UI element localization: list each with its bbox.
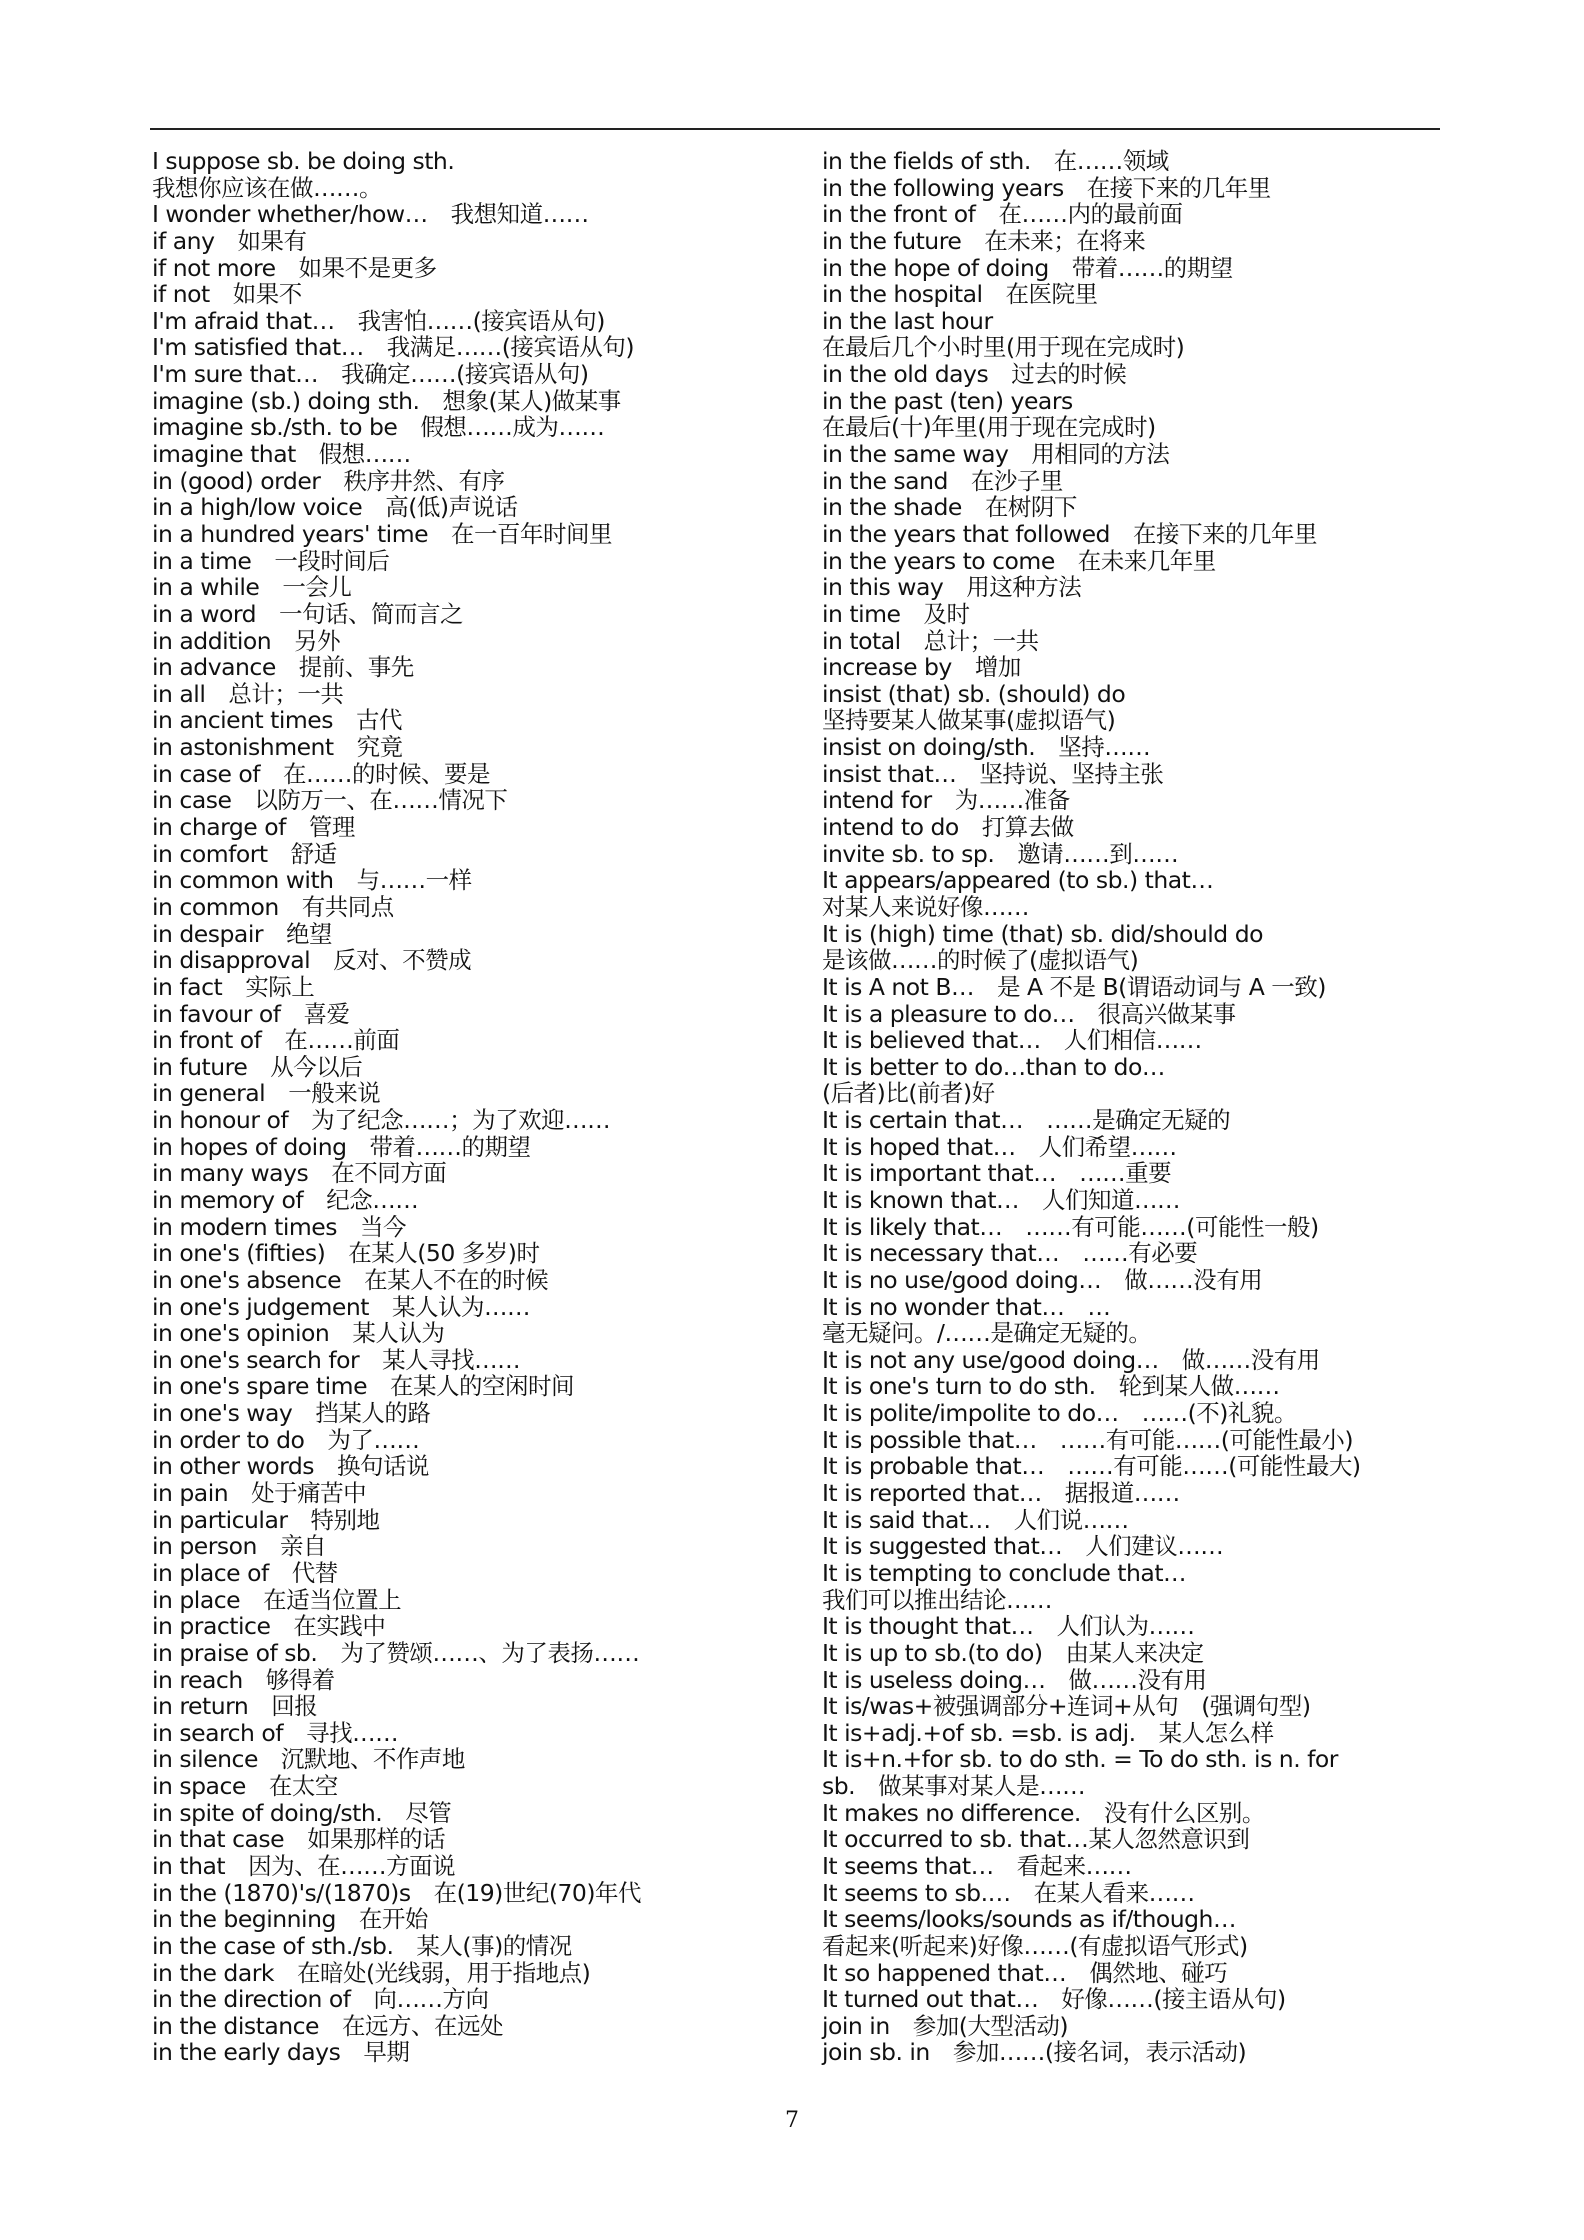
phrase-entry: in fact 实际上 (152, 972, 315, 1001)
phrase-entry: in advance 提前、事先 (152, 653, 414, 682)
phrase-entry: in disapproval 反对、不赞成 (152, 946, 472, 975)
phrase-entry: in the future 在未来；在将来 (822, 226, 1146, 255)
phrase-entry: in the past (ten) years (822, 386, 1073, 415)
phrase-entry: in the years that followed 在接下来的几年里 (822, 519, 1317, 548)
phrase-entry: in the (1870)'s/(1870)s 在(19)世纪(70)年代 (152, 1878, 642, 1907)
phrase-entry: in the same way 用相同的方法 (822, 440, 1170, 469)
phrase-entry: It is tempting to conclude that… (822, 1558, 1187, 1587)
phrase-entry: in one's search for 某人寻找…… (152, 1345, 521, 1374)
phrase-entry: in one's spare time 在某人的空闲时间 (152, 1372, 575, 1401)
phrase-entry: It is certain that… ……是确定无疑的 (822, 1106, 1231, 1135)
phrase-entry: in the case of sth./sb. 某人(事)的情况 (152, 1931, 572, 1960)
phrase-entry: It is believed that… 人们相信…… (822, 1026, 1202, 1055)
phrase-entry: It is not any use/good doing… 做……没有用 (822, 1345, 1320, 1374)
phrase-entry: It is+adj.+of sb. =sb. is adj. 某人怎么样 (822, 1718, 1274, 1747)
phrase-entry: 看起来(听起来)好像……(有虚拟语气形式) (822, 1931, 1248, 1960)
phrase-entry: 在最后(十)年里(用于现在完成时) (822, 413, 1156, 442)
phrase-entry: in that 因为、在……方面说 (152, 1852, 456, 1880)
phrase-entry: in comfort 舒适 (152, 839, 337, 868)
phrase-entry: in front of 在……前面 (152, 1026, 400, 1055)
phrase-entry: It makes no difference. 没有什么区别。 (822, 1798, 1265, 1827)
phrase-entry: in praise of sb. 为了赞颂……、为了表扬…… (152, 1638, 640, 1667)
phrase-entry: in one's opinion 某人认为 (152, 1319, 445, 1348)
phrase-entry: in addition 另外 (152, 626, 341, 655)
phrase-entry: in honour of 为了纪念……；为了欢迎…… (152, 1106, 611, 1135)
phrase-entry: in one's (fifties) 在某人(50 多岁)时 (152, 1239, 540, 1268)
phrase-entry: in modern times 当今 (152, 1212, 406, 1241)
phrase-entry: It turned out that… 好像……(接主语从句) (822, 1985, 1286, 2014)
phrase-entry: in favour of 喜爱 (152, 999, 350, 1028)
phrase-entry: in one's way 挡某人的路 (152, 1399, 431, 1428)
phrase-entry: in hopes of doing 带着……的期望 (152, 1132, 531, 1161)
header-rule (150, 128, 1440, 130)
phrase-entry: 毫无疑问。/……是确定无疑的。 (822, 1319, 1152, 1348)
phrase-entry: in many ways 在不同方面 (152, 1159, 447, 1188)
phrase-entry: I'm satisfied that… 我满足……(接宾语从句) (152, 333, 635, 362)
phrase-entry: It is+n.+for sb. to do sth. = To do sth. is n. for (822, 1745, 1338, 1774)
phrase-entry: It is suggested that… 人们建议…… (822, 1532, 1224, 1561)
phrase-entry: intend for 为……准备 (822, 786, 1070, 815)
phrase-entry: It is reported that… 据报道…… (822, 1479, 1180, 1508)
phrase-entry: I'm afraid that… 我害怕……(接宾语从句) (152, 306, 605, 335)
right-column (822, 148, 1462, 2066)
phrase-entry: in the old days 过去的时候 (822, 360, 1127, 389)
phrase-entry: It is no use/good doing… 做……没有用 (822, 1265, 1263, 1294)
phrase-entry: in a high/low voice 高(低)声说话 (152, 493, 518, 522)
phrase-entry: in general 一般来说 (152, 1079, 381, 1108)
phrase-entry: in reach 够得着 (152, 1665, 335, 1694)
phrase-entry: It is/was+被强调部分+连词+从句 (强调句型) (822, 1692, 1311, 1721)
phrase-entry: It seems that… 看起来…… (822, 1852, 1132, 1880)
phrase-entry: in the distance 在远方、在远处 (152, 2011, 504, 2040)
phrase-entry: in spite of doing/sth. 尽管 (152, 1798, 452, 1827)
phrase-entry: It is better to do…than to do… (822, 1052, 1165, 1081)
phrase-entry: in all 总计；一共 (152, 679, 344, 708)
phrase-entry: in order to do 为了…… (152, 1425, 420, 1454)
phrase-entry: It is up to sb.(to do) 由某人来决定 (822, 1638, 1204, 1667)
phrase-entry: in total 总计；一共 (822, 626, 1039, 655)
phrase-entry: 对某人来说好像…… (822, 892, 1029, 921)
phrase-entry: in common with 与……一样 (152, 866, 472, 895)
phrase-entry: I suppose sb. be doing sth. (152, 147, 455, 175)
phrase-entry: I'm sure that… 我确定……(接宾语从句) (152, 360, 589, 389)
phrase-entry: It seems/looks/sounds as if/though… (822, 1905, 1236, 1934)
phrase-entry: 我们可以推出结论…… (822, 1585, 1052, 1614)
phrase-entry: in other words 换句话说 (152, 1452, 429, 1481)
phrase-entry: increase by 增加 (822, 653, 1021, 682)
phrase-entry: imagine sb./sth. to be 假想……成为…… (152, 413, 605, 442)
phrase-entry: in a word 一句话、简而言之 (152, 599, 464, 628)
phrase-entry: in practice 在实践中 (152, 1612, 386, 1641)
phrase-entry: in common 有共同点 (152, 892, 394, 921)
phrase-entry: It is a pleasure to do… 很高兴做某事 (822, 999, 1236, 1028)
phrase-entry: in the sand 在沙子里 (822, 466, 1063, 495)
phrase-entry: It occurred to sb. that…某人忽然意识到 (822, 1825, 1250, 1854)
phrase-entry: sb. 做某事对某人是…… (822, 1772, 1086, 1801)
phrase-entry: It is one's turn to do sth. 轮到某人做…… (822, 1372, 1280, 1401)
phrase-entry: in a while 一会儿 (152, 573, 352, 602)
phrase-entry: in (good) order 秩序井然、有序 (152, 466, 505, 495)
phrase-entry: insist (that) sb. (should) do (822, 679, 1126, 708)
page-number: 7 (785, 2108, 799, 2133)
phrase-entry: It is hoped that… 人们希望…… (822, 1132, 1177, 1161)
phrase-entry: in case of 在……的时候、要是 (152, 759, 491, 788)
phrase-entry: in space 在太空 (152, 1772, 338, 1801)
phrase-entry: It is no wonder that… … (822, 1292, 1111, 1321)
phrase-entry: It appears/appeared (to sb.) that… (822, 866, 1214, 895)
phrase-entry: It so happened that… 偶然地、碰巧 (822, 1958, 1228, 1987)
phrase-entry: It is known that… 人们知道…… (822, 1185, 1181, 1214)
phrase-entry: It is possible that… ……有可能……(可能性最小) (822, 1425, 1354, 1454)
phrase-entry: in memory of 纪念…… (152, 1185, 419, 1214)
phrase-entry: in case 以防万一、在……情况下 (152, 786, 508, 815)
phrase-entry: in the years to come 在未来几年里 (822, 546, 1216, 575)
phrase-entry: in one's absence 在某人不在的时候 (152, 1265, 549, 1294)
phrase-entry: in the hope of doing 带着……的期望 (822, 253, 1233, 282)
phrase-entry: 在最后几个小时里(用于现在完成时) (822, 333, 1185, 362)
phrase-entry: It is useless doing… 做……没有用 (822, 1665, 1207, 1694)
phrase-entry: in person 亲自 (152, 1532, 326, 1561)
phrase-entry: in the hospital 在医院里 (822, 280, 1098, 309)
phrase-entry: I wonder whether/how… 我想知道…… (152, 200, 589, 229)
phrase-entry: It is polite/impolite to do… ……(不)礼貌。 (822, 1399, 1297, 1428)
phrase-entry: in a time 一段时间后 (152, 546, 390, 575)
phrase-entry: in the following years 在接下来的几年里 (822, 173, 1271, 202)
phrase-entry: in a hundred years' time 在一百年时间里 (152, 519, 613, 548)
phrase-entry: in place of 代替 (152, 1558, 338, 1587)
phrase-entry: join sb. in 参加……(接名词，表示活动) (822, 2038, 1247, 2067)
phrase-entry: if not more 如果不是更多 (152, 253, 437, 282)
phrase-entry: in the last hour (822, 306, 993, 335)
phrase-entry: It is (high) time (that) sb. did/should do (822, 919, 1263, 948)
phrase-entry: insist on doing/sth. 坚持…… (822, 733, 1151, 762)
phrase-entry: It is probable that… ……有可能……(可能性最大) (822, 1452, 1361, 1481)
phrase-entry: if not 如果不 (152, 280, 302, 309)
phrase-entry: intend to do 打算去做 (822, 813, 1074, 842)
phrase-entry: in future 从今以后 (152, 1052, 363, 1081)
phrase-entry: in the direction of 向……方向 (152, 1985, 489, 2014)
phrase-entry: in place 在适当位置上 (152, 1585, 402, 1614)
phrase-entry: in the early days 早期 (152, 2038, 410, 2067)
phrase-entry: imagine (sb.) doing sth. 想象(某人)做某事 (152, 386, 621, 415)
phrase-entry: (后者)比(前者)好 (822, 1079, 995, 1108)
phrase-entry: in that case 如果那样的话 (152, 1825, 446, 1854)
phrase-entry: 是该做……的时候了(虚拟语气) (822, 946, 1139, 975)
phrase-entry: in the fields of sth. 在……领域 (822, 147, 1169, 175)
phrase-entry: in the beginning 在开始 (152, 1905, 428, 1934)
phrase-entry: join in 参加(大型活动) (822, 2011, 1069, 2040)
phrase-entry: It is said that… 人们说…… (822, 1505, 1129, 1534)
phrase-entry: in the front of 在……内的最前面 (822, 200, 1183, 229)
phrase-entry: It is necessary that… ……有必要 (822, 1239, 1198, 1268)
phrase-entry: 我想你应该在做……。 (152, 173, 382, 202)
phrase-entry: in pain 处于痛苦中 (152, 1479, 367, 1508)
phrase-entry: It is likely that… ……有可能……(可能性一般) (822, 1212, 1319, 1241)
phrase-entry: It is thought that… 人们认为…… (822, 1612, 1195, 1641)
phrase-entry: It is important that… ……重要 (822, 1159, 1172, 1188)
phrase-entry: It seems to sb.… 在某人看来…… (822, 1878, 1195, 1907)
phrase-entry: in despair 绝望 (152, 919, 333, 948)
phrase-entry: in return 回报 (152, 1692, 318, 1721)
phrase-entry: if any 如果有 (152, 226, 307, 255)
phrase-entry: imagine that 假想…… (152, 440, 411, 469)
phrase-entry: in particular 特别地 (152, 1505, 380, 1534)
phrase-entry: in one's judgement 某人认为…… (152, 1292, 530, 1321)
phrase-entry: in ancient times 古代 (152, 706, 403, 735)
left-column (152, 148, 792, 2066)
phrase-entry: invite sb. to sp. 邀请……到…… (822, 839, 1179, 868)
phrase-entry: in time 及时 (822, 599, 970, 628)
phrase-entry: in charge of 管理 (152, 813, 355, 842)
phrase-entry: in silence 沉默地、不作声地 (152, 1745, 465, 1774)
phrase-entry: in the shade 在树阴下 (822, 493, 1077, 522)
phrase-entry: in search of 寻找…… (152, 1718, 399, 1747)
phrase-entry: in this way 用这种方法 (822, 573, 1082, 602)
phrase-entry: It is A not B… 是 A 不是 B(谓语动词与 A 一致) (822, 972, 1326, 1001)
phrase-entry: in the dark 在暗处(光线弱，用于指地点) (152, 1958, 591, 1987)
phrase-entry: insist that… 坚持说、坚持主张 (822, 759, 1164, 788)
phrase-entry: 坚持要某人做某事(虚拟语气) (822, 706, 1116, 735)
phrase-entry: in astonishment 究竟 (152, 733, 403, 762)
